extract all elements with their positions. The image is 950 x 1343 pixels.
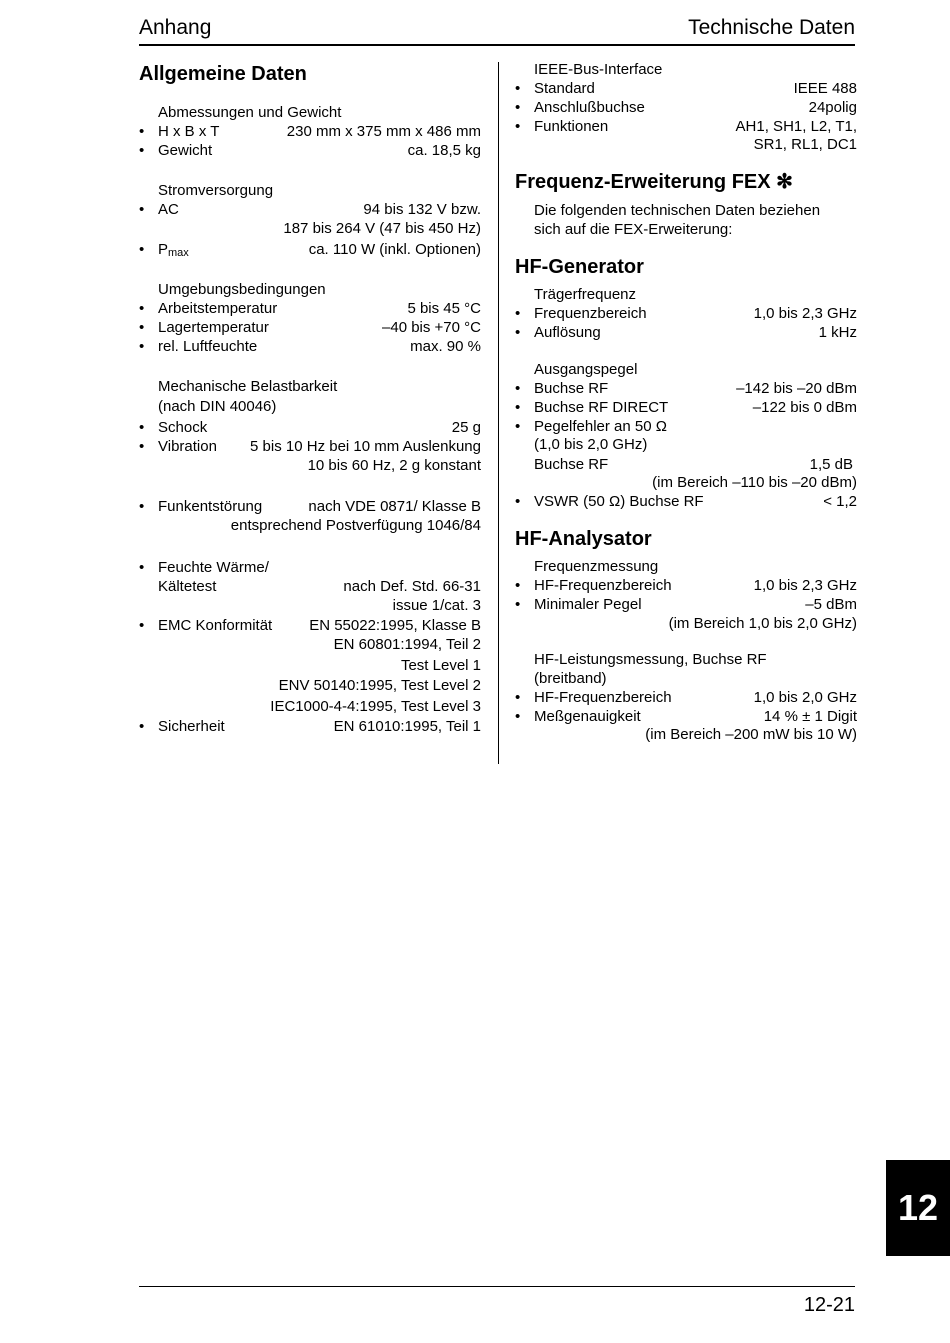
- spec-row-funkentstoerung-cont: entsprechend Postverfügung 1046/84: [230, 517, 481, 534]
- section-title-fex: Frequenz-Erweiterung FEX ✻: [515, 171, 793, 193]
- spec-row-feuchte-waerme: • Feuchte Wärme/: [139, 558, 269, 576]
- spec-row-pegelfehler-buchse: Buchse RF 1,5 dB: [534, 455, 853, 473]
- column-divider: [498, 62, 499, 764]
- header-section-name: Technische Daten: [688, 16, 855, 39]
- spec-row-minimaler-pegel-cont: (im Bereich 1,0 bis 2,0 GHz): [668, 614, 857, 632]
- spec-row-emc-cont: IEC1000-4-4:1995, Test Level 3: [270, 697, 481, 715]
- spec-row-sicherheit: • Sicherheit EN 61010:1995, Teil 1: [139, 718, 481, 735]
- spec-row-ac: • AC 94 bis 132 V bzw.: [139, 201, 481, 218]
- fex-intro-line-1: Die folgenden technischen Daten beziehen: [534, 202, 821, 219]
- fex-intro-line-2: sich auf die FEX-Erweiterung:: [534, 220, 733, 238]
- spec-row-luftfeuchte: • rel. Luftfeuchte max. 90 %: [139, 337, 481, 355]
- spec-row-aufloesung: • Auflösung 1 kHz: [515, 324, 857, 341]
- group-title-traegerfrequenz: Trägerfrequenz: [534, 286, 636, 303]
- left-column: [139, 60, 481, 736]
- spec-row-buchse-rf: • Buchse RF –142 bis –20 dBm: [515, 380, 857, 397]
- spec-row-funkentstoerung: • Funkentstörung nach VDE 0871/ Klasse B: [139, 498, 481, 515]
- spec-row-emc: • EMC Konformität EN 55022:1995, Klasse B: [139, 617, 481, 634]
- page-number: 12-21: [803, 1294, 855, 1316]
- spec-row-vibration-cont: 10 bis 60 Hz, 2 g konstant: [307, 456, 481, 474]
- spec-row-anschlussbuchse: • Anschlußbuchse 24polig: [515, 99, 857, 116]
- section-title-allgemeine-daten: Allgemeine Daten: [139, 63, 307, 85]
- spec-row-messgenauigkeit-cont: (im Bereich –200 mW bis 10 W): [645, 726, 857, 743]
- spec-row-vswr: • VSWR (50 Ω) Buchse RF < 1,2: [515, 492, 857, 510]
- spec-row-pegelfehler: • Pegelfehler an 50 Ω: [515, 418, 667, 435]
- group-title-frequenzmessung: Frequenzmessung: [534, 557, 659, 575]
- spec-row-gewicht: • Gewicht ca. 18,5 kg: [139, 142, 481, 159]
- group-title-ausgangspegel: Ausgangspegel: [534, 361, 638, 378]
- spec-row-funktionen-cont: SR1, RL1, DC1: [753, 136, 857, 153]
- spec-row-emc-cont: Test Level 1: [400, 656, 481, 674]
- group-title-abmessungen: Abmessungen und Gewicht: [158, 104, 342, 121]
- group-title-umgebung: Umgebungsbedingungen: [158, 280, 326, 298]
- chapter-tab: 12: [886, 1160, 950, 1256]
- spec-row-ac-cont: 187 bis 264 V (47 bis 450 Hz): [283, 220, 481, 237]
- spec-row-hbt: • H x B x T 230 mm x 375 mm x 486 mm: [139, 123, 481, 140]
- spec-row-emc-cont: EN 60801:1994, Teil 2: [333, 636, 481, 653]
- footer-rule: [139, 1286, 855, 1287]
- spec-row-frequenzbereich: • Frequenzbereich 1,0 bis 2,3 GHz: [515, 305, 857, 322]
- spec-row-messgenauigkeit: • Meßgenauigkeit 14 % ± 1 Digit: [515, 708, 857, 725]
- group-title-leistungsmessung-breitband: (breitband): [534, 670, 607, 687]
- section-title-hf-analysator: HF-Analysator: [515, 527, 652, 550]
- header-chapter-name: Anhang: [139, 16, 212, 39]
- spec-row-minimaler-pegel: • Minimaler Pegel –5 dBm: [515, 595, 857, 613]
- spec-row-hf-frequenzbereich: • HF-Frequenzbereich 1,0 bis 2,3 GHz: [515, 576, 857, 594]
- group-title-stromversorgung: Stromversorgung: [158, 182, 274, 199]
- spec-row-lagertemperatur: • Lagertemperatur –40 bis +70 °C: [139, 318, 481, 336]
- right-column: [515, 60, 857, 744]
- spec-row-standard: • Standard IEEE 488: [515, 80, 857, 97]
- spec-row-vibration: • Vibration 5 bis 10 Hz bei 10 mm Auslenkung: [139, 437, 481, 455]
- spec-row-emc-cont: ENV 50140:1995, Test Level 2: [278, 677, 481, 694]
- group-title-ieee: IEEE-Bus-Interface: [534, 61, 663, 78]
- spec-row-arbeitstemperatur: • Arbeitstemperatur 5 bis 45 °C: [139, 299, 481, 317]
- spec-row-kaeltetest-cont: issue 1/cat. 3: [392, 596, 481, 614]
- spec-row-buchse-rf-direct: • Buchse RF DIRECT –122 bis 0 dBm: [515, 399, 857, 416]
- header-rule: [139, 44, 855, 46]
- spec-row-leistung-frequenzbereich: • HF-Frequenzbereich 1,0 bis 2,0 GHz: [515, 689, 857, 706]
- spec-row-funktionen: • Funktionen AH1, SH1, L2, T1,: [515, 118, 857, 135]
- spec-row-pmax: • $P_{max}$ ca. 110 W (inkl. Optionen): [139, 240, 481, 259]
- spec-row-pegelfehler-range: (1,0 bis 2,0 GHz): [534, 436, 648, 453]
- spec-row-pegelfehler-cont: (im Bereich –110 bis –20 dBm): [652, 473, 857, 491]
- section-title-hf-generator: HF-Generator: [515, 256, 644, 278]
- spec-row-kaeltetest: Kältetest nach Def. Std. 66-31: [158, 577, 481, 595]
- group-title-leistungsmessung: HF-Leistungsmessung, Buchse RF: [534, 651, 767, 668]
- group-title-mechanisch: Mechanische Belastbarkeit: [158, 377, 338, 395]
- spec-row-schock: • Schock 25 g: [139, 418, 481, 436]
- group-title-mechanisch-norm: (nach DIN 40046): [158, 397, 277, 415]
